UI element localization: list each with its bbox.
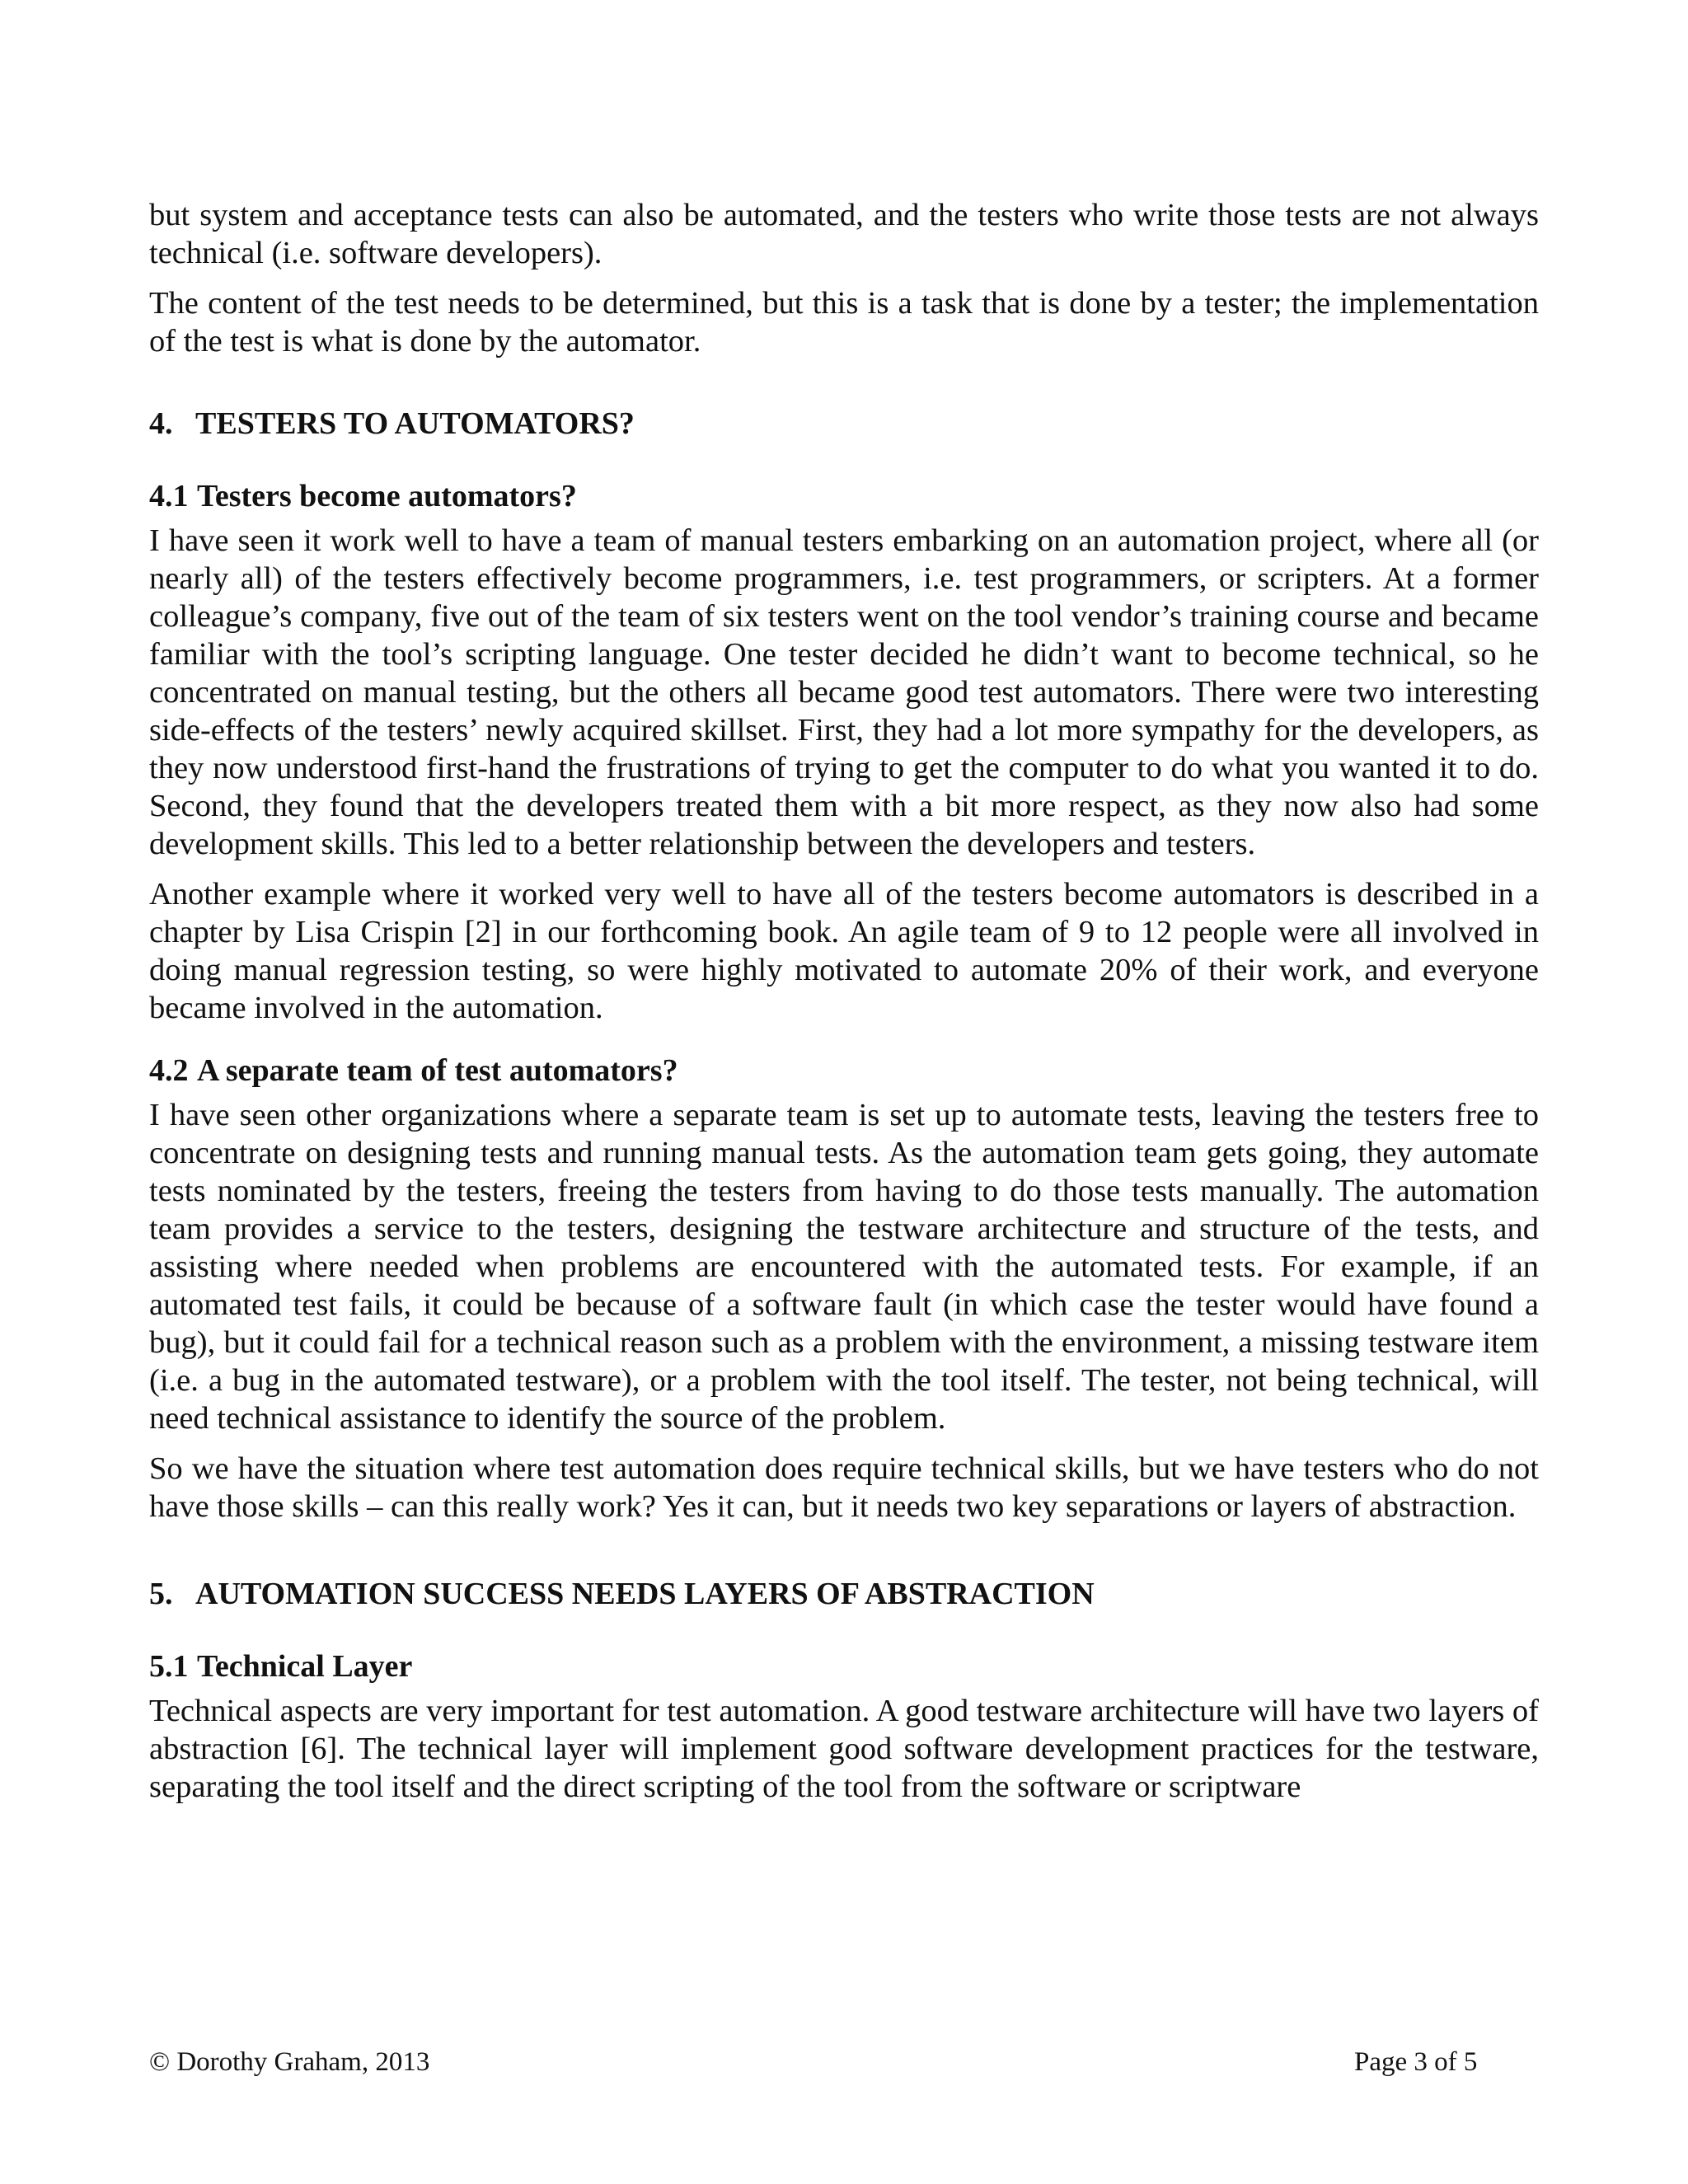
footer-page-number: Page 3 of 5 — [1354, 2047, 1478, 2077]
subsection-4-1-title: Testers become automators? — [197, 479, 577, 513]
subsection-4-2-paragraph-1: I have seen other organizations where a separate team is set up to automate tests, leaving the testers free to concentrate on designing tests and running manual tests. As the automation team gets going, they automate tests nominated by the testers, freeing the testers from having to do those tests manually. The automation team provides a service to the testers, designing the testware architecture and structure of the tests, and assisting where needed when problems are encountered with the automated tests. For example, if an automated test fails, it could be because of a software fault (in which case the tester would have found a bug), but it could fail for a technical reason such as a problem with the environment, a missing testware item (i.e. a bug in the automated testware), or a problem with the tool itself. The tester, not being technical, will need technical assistance to identify the source of the problem. — [149, 1098, 1539, 1436]
section-4-number: 4. — [149, 406, 173, 441]
subsection-4-1-number: 4.1 — [149, 479, 189, 513]
subsection-5-1-paragraph-1: Technical aspects are very important for test automation. A good testware architecture will have two layers of abstraction [6]. The technical layer will implement good software development practices for the testware, separating the tool itself and the direct scripting of the tool from the software or scriptware — [149, 1694, 1539, 1804]
section-4-title: TESTERS TO AUTOMATORS? — [195, 406, 635, 441]
subsection-5-1-number: 5.1 — [149, 1649, 189, 1684]
subsection-4-1-paragraph-1: I have seen it work well to have a team of manual testers embarking on an automation project, where all (or nearly all) of the testers effectively become programmers, i.e. test programmers, or scripters. At a former colleague’s company, five out of the team of six testers went on the tool vendor’s training course and became familiar with the tool’s scripting language. One tester decided he didn’t want to become technical, so he concentrated on manual testing, but the others all became good test automators. There were two interesting side-effects of the testers’ newly acquired skillset. First, they had a lot more sympathy for the developers, as they now understood first-hand the frustrations of trying to get the computer to do what you wanted it to do. Second, they found that the developers treated them with a bit more respect, as they now also had some development skills. This led to a better relationship between the developers and testers. — [149, 523, 1539, 861]
subsection-4-2-number: 4.2 — [149, 1053, 189, 1088]
section-5-number: 5. — [149, 1577, 173, 1611]
subsection-5-1-title: Technical Layer — [197, 1649, 413, 1684]
subsection-4-2-heading — [149, 1052, 1539, 1090]
page-body — [149, 196, 1539, 1818]
subsection-4-1-paragraph-2: Another example where it worked very well to have all of the testers become automators is described in a chapter by Lisa Crispin [2] in our forthcoming book. An agile team of 9 to 12 people were all involved in doing manual regression testing, so were highly motivated to automate 20% of their work, and everyone became involved in the automation. — [149, 877, 1539, 1025]
subsection-4-2-paragraph-2: So we have the situation where test automation does require technical skills, but we have testers who do not have those skills – can this really work? Yes it can, but it needs two key separations or layers of abstraction. — [149, 1451, 1539, 1524]
subsection-4-1-heading — [149, 477, 1539, 515]
section-5-title: AUTOMATION SUCCESS NEEDS LAYERS OF ABSTRACTION — [195, 1577, 1095, 1611]
intro-paragraph-2: The content of the test needs to be determined, but this is a task that is done by a tester; the implementation of the test is what is done by the automator. — [149, 286, 1539, 359]
intro-paragraph-1: but system and acceptance tests can also be automated, and the testers who write those tests are not always technical (i.e. software developers). — [149, 198, 1539, 270]
subsection-4-2-title: A separate team of test automators? — [197, 1053, 678, 1088]
section-5-heading — [149, 1575, 1539, 1613]
footer-copyright: © Dorothy Graham, 2013 — [149, 2047, 430, 2077]
section-4-heading — [149, 405, 1539, 443]
subsection-5-1-heading — [149, 1647, 1539, 1685]
